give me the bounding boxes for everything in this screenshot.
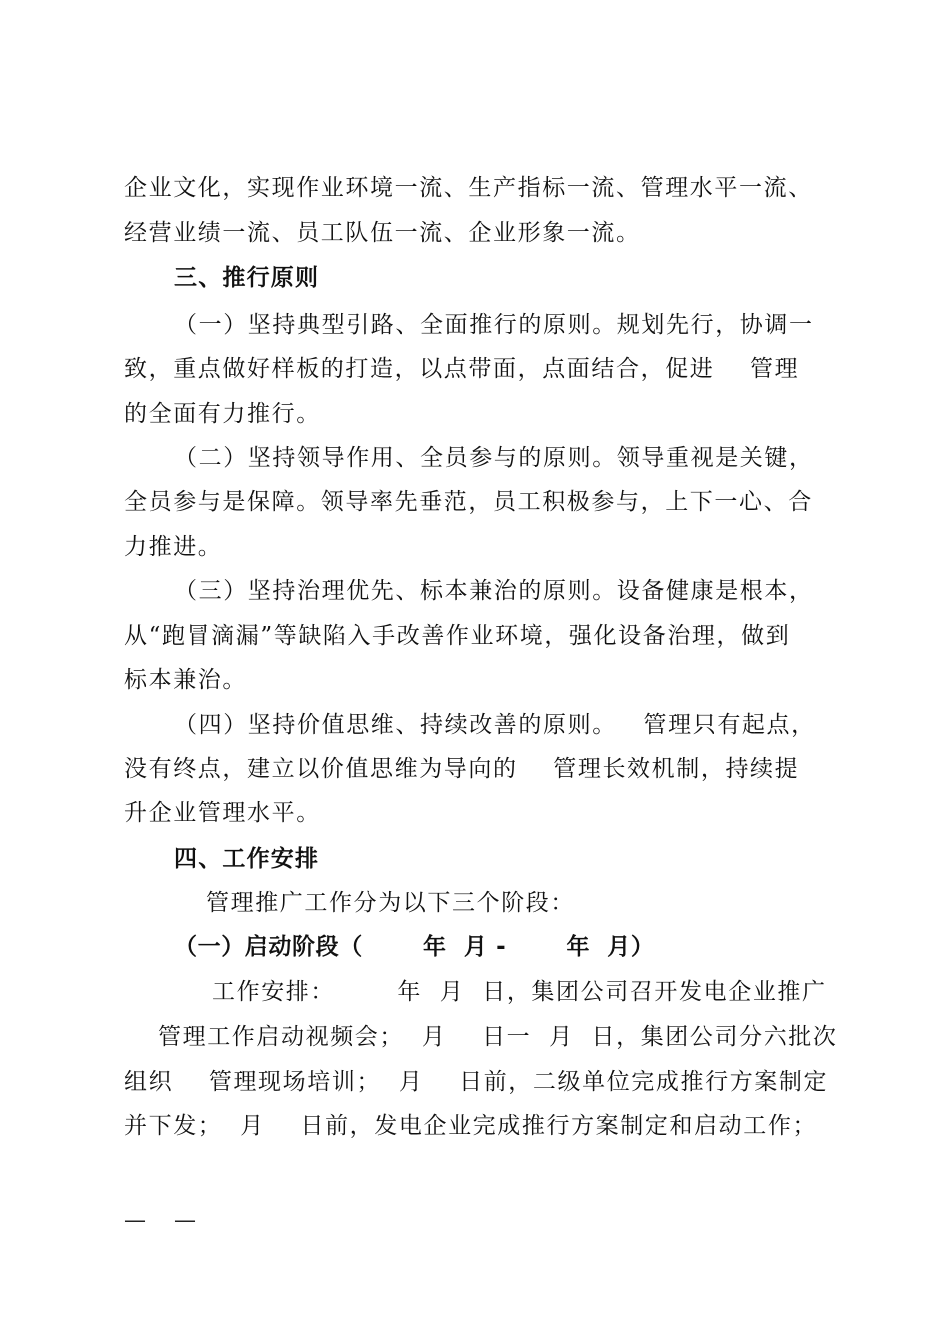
- paragraph-line: 企业文化，实现作业环境一流、生产指标一流、管理水平一流、: [124, 175, 813, 201]
- paragraph-line: 标本兼治。: [124, 667, 247, 693]
- paragraph-line: 力推进。: [124, 534, 223, 560]
- paragraph-line: 经营业绩一流、员工队伍一流、企业形象一流。: [124, 220, 641, 246]
- paragraph-line: 管理推广工作分为以下三个阶段：: [206, 890, 575, 916]
- paragraph-line: 升企业管理水平。: [124, 800, 321, 826]
- paragraph-line: 从“跑冒滴漏”等缺陷入手改善作业环境，强化设备治理，做到: [124, 623, 791, 649]
- section-heading-work-arrangement: 四、工作安排: [174, 846, 320, 872]
- paragraph-line: （四）坚持价值思维、持续改善的原则。 管理只有起点，: [174, 712, 816, 738]
- paragraph-line: 的全面有力推行。: [124, 401, 321, 427]
- paragraph-line: （三）坚持治理优先、标本兼治的原则。设备健康是根本，: [174, 578, 814, 604]
- paragraph-line: （二）坚持领导作用、全员参与的原则。领导重视是关键，: [174, 445, 814, 471]
- paragraph-line: （一）坚持典型引路、全面推行的原则。规划先行，协调一: [174, 312, 814, 338]
- stage-heading-startup: （一）启动阶段（ 年 月 - 年 月）: [174, 934, 655, 960]
- page-footer: — —: [124, 1208, 196, 1233]
- section-heading-principles: 三、推行原则: [174, 265, 320, 291]
- paragraph-line: 没有终点，建立以价值思维为导向的 管理长效机制，持续提: [124, 756, 800, 782]
- paragraph-line: 致，重点做好样板的打造，以点带面，点面结合，促进 管理: [124, 356, 800, 382]
- paragraph-line: 全员参与是保障。领导率先垂范，员工积极参与，上下一心、合: [124, 489, 813, 515]
- paragraph-line: 工作安排： 年 月 日，集团公司召开发电企业推广: [212, 979, 827, 1005]
- paragraph-line: 并下发； 月 日前，发电企业完成推行方案制定和启动工作；: [124, 1113, 818, 1139]
- paragraph-line: 管理工作启动视频会； 月 日一 月 日，集团公司分六批次: [158, 1024, 838, 1050]
- paragraph-line: 组织 管理现场培训； 月 日前，二级单位完成推行方案制定: [124, 1069, 829, 1095]
